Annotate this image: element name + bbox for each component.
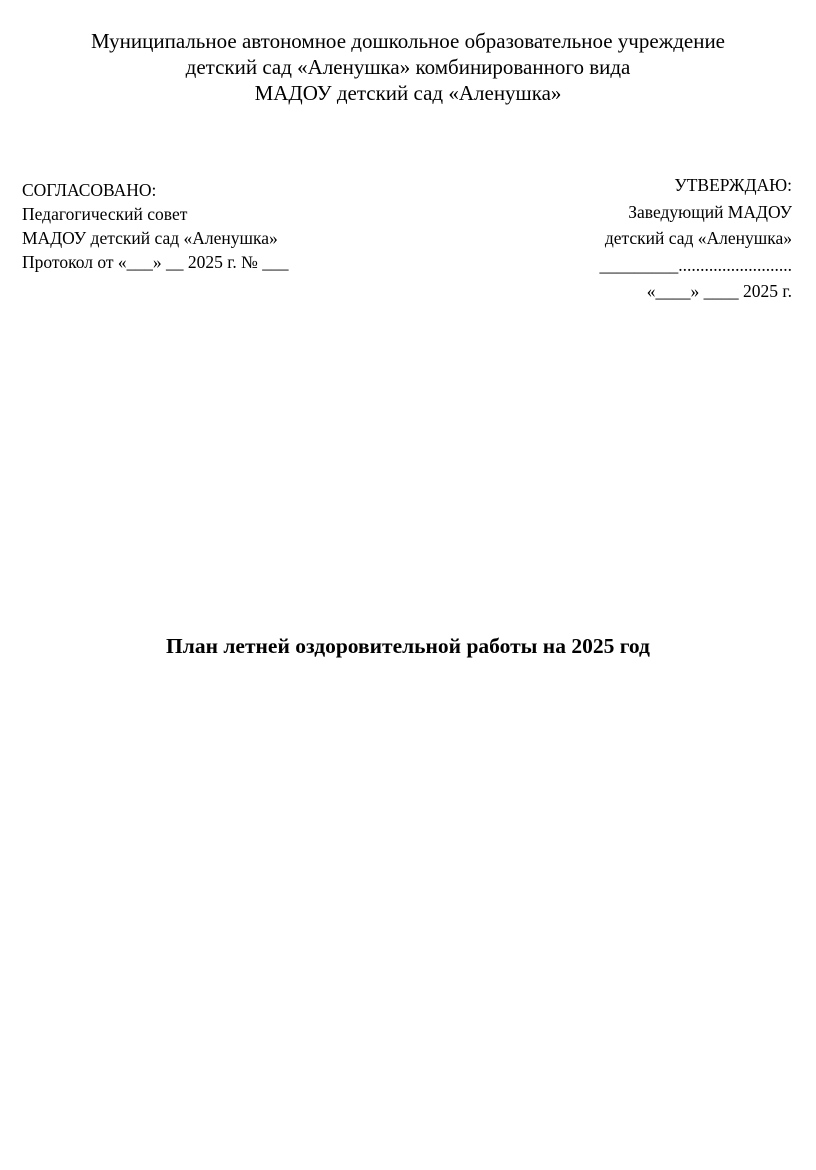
approve-signature-line: _________.......................... — [599, 254, 792, 275]
institution-name-line-3: МАДОУ детский сад «Аленушка» — [254, 81, 562, 105]
agreed-council: Педагогический совет — [22, 204, 188, 224]
agreed-title: СОГЛАСОВАНО: — [22, 180, 157, 200]
agreed-institution: МАДОУ детский сад «Аленушка» — [22, 228, 278, 248]
agreed-block — [22, 178, 362, 274]
approve-title: УТВЕРЖДАЮ: — [674, 175, 792, 195]
approve-institution: детский сад «Аленушка» — [604, 228, 792, 248]
agreed-protocol: Протокол от «___» __ 2025 г. № ___ — [22, 252, 289, 272]
approve-block — [432, 172, 792, 305]
document-title: План летней оздоровительной работы на 2025 год — [166, 634, 650, 658]
institution-name-line-1: Муниципальное автономное дошкольное образовательное учреждение — [90, 29, 726, 53]
institution-name-line-2: детский сад «Аленушка» комбинированного вида — [185, 55, 631, 79]
institution-header — [60, 28, 756, 106]
approve-head-position: Заведующий МАДОУ — [628, 201, 792, 222]
approve-date: «____» ____ 2025 г. — [646, 281, 792, 301]
